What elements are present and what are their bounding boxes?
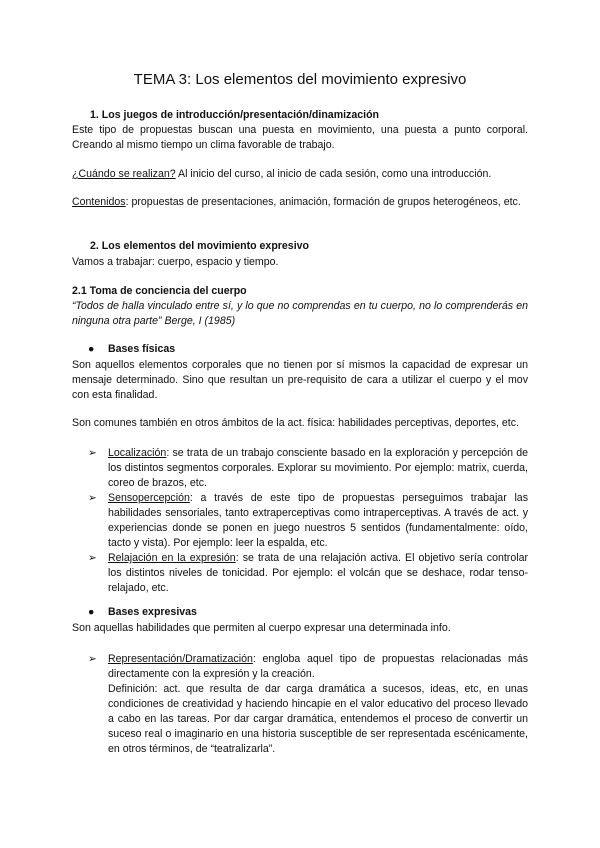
item-label: Sensopercepción — [108, 492, 190, 504]
section-2-1-heading: 2.1 Toma de conciencia del cuerpo — [72, 285, 247, 297]
arrow-bullet-icon: ➢ — [88, 447, 97, 459]
bullet-icon: ● — [88, 343, 95, 355]
bases-expresivas-p1: Son aquellas habilidades que permiten al cuerpo expresar una determinada info. — [72, 622, 451, 634]
section-1-heading: 1. Los juegos de introducción/presentación/dinamización — [90, 109, 380, 121]
item-text: : a través de este tipo de propuestas perseguimos trabajar las habilidades sensoriales, tanto extraperceptivas como intraperceptivas. A través de act. y experiencias donde se ponen en juego nuestros 5 sentidos (fundamentalmente: oído, tacto y vista). Por ejemplo: leer la espalda, etc. — [108, 492, 528, 549]
bases-fisicas-p1: Son aquellos elementos corporales que no tienen por sí mismos la capacidad de expresar un mensaje determinado. Sino que resultan un pre-requisito de cara a utilizar el cuerpo y el mov con esta finalidad. — [72, 359, 528, 401]
document-title: TEMA 3: Los elementos del movimiento expresivo — [133, 71, 467, 88]
contents-paragraph — [72, 195, 528, 210]
list-item — [88, 491, 528, 551]
when-label: ¿Cuándo se realizan? — [72, 168, 176, 180]
item-text: : engloba aquel tipo de propuestas relacionadas más directamente con la expresión y la creación. — [108, 653, 528, 680]
list-item — [88, 652, 528, 682]
bases-expresivas-label: Bases expresivas — [108, 606, 197, 618]
item-label: Representación/Dramatización — [108, 653, 253, 665]
item-label: Relajación en la expresión — [108, 552, 236, 564]
list-item — [88, 551, 528, 596]
item-text: : se trata de un trabajo consciente basado en la exploración y percepción de los distintos segmentos corporales. Explorar su movimiento. Por ejemplo: matrix, cuerda, coreo de brazos, etc. — [108, 447, 528, 489]
arrow-bullet-icon: ➢ — [88, 653, 97, 665]
bases-fisicas-heading — [88, 342, 564, 357]
arrow-bullet-icon: ➢ — [88, 552, 97, 564]
section-1-paragraph: Este tipo de propuestas buscan una puesta en movimiento, una puesta a punto corporal. Creando al mismo tiempo un clima favorable de trabajo. — [72, 124, 528, 151]
bases-fisicas-label: Bases físicas — [108, 343, 176, 355]
bases-expresivas-heading — [88, 605, 564, 620]
contents-text: : propuestas de presentaciones, animación, formación de grupos heterogéneos, etc. — [125, 196, 521, 208]
bullet-icon: ● — [88, 606, 95, 618]
arrow-bullet-icon: ➢ — [88, 492, 97, 504]
list-item — [88, 446, 528, 491]
when-text: Al inicio del curso, al inicio de cada sesión, como una introducción. — [175, 168, 492, 180]
bases-fisicas-p2: Son comunes también en otros ámbitos de la act. física: habilidades perceptivas, deportes, etc. — [72, 417, 519, 429]
item-label: Localización — [108, 447, 167, 459]
contents-label: Contenidos — [72, 196, 126, 208]
when-paragraph — [72, 167, 528, 182]
item-text: : se trata de una relajación activa. El objetivo sería controlar los distintos niveles de tonicidad. Por ejemplo: el volcán que se deshace, rodar tenso-relajado, etc. — [108, 552, 528, 594]
definition-paragraph: Definición: act. que resulta de dar carga dramática a sucesos, ideas, etc, en unas condiciones de creatividad y haciendo hincapie en el valor educativo del proceso llevado a cabo en las tareas. Por dar cargar dramática, entendemos el proceso de convertir un suceso real o imaginario en una historia susceptible de ser representada escénicamente, en otros términos, de “teatralizarla”. — [108, 683, 528, 755]
section-2-heading: 2. Los elementos del movimiento expresivo — [90, 240, 310, 252]
section-2-paragraph: Vamos a trabajar: cuerpo, espacio y tiempo. — [72, 256, 279, 268]
quote: “Todos de halla vinculado entre sí, y lo que no comprendas en tu cuerpo, no lo comprenderás en ninguna otra parte” Berge, I (1985) — [72, 300, 528, 327]
